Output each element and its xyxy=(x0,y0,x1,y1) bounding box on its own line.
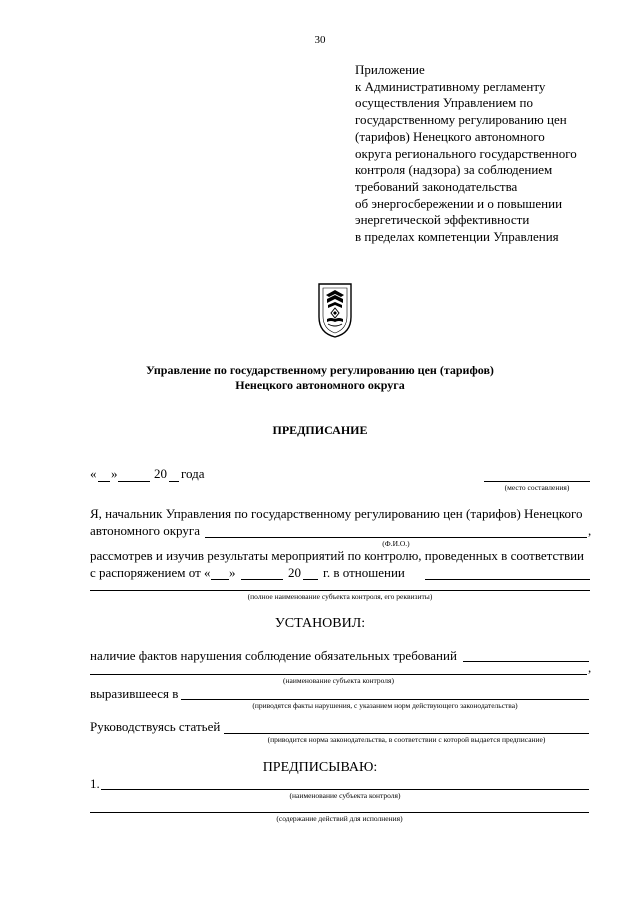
date-day-field[interactable] xyxy=(98,481,110,482)
appendix-note xyxy=(355,62,577,246)
place-caption: (место составления) xyxy=(504,483,570,492)
appendix-line: контроля (надзора) за соблюдением xyxy=(355,162,553,178)
item-number: 1. xyxy=(90,776,100,791)
guided-label: Руководствуясь статьей xyxy=(90,719,221,734)
order-day-field[interactable] xyxy=(211,579,229,580)
expressed-label: выразившееся в xyxy=(90,686,179,701)
date-close-quote: » xyxy=(111,466,118,481)
place-field[interactable] xyxy=(484,481,590,482)
review-order-close-quote: » xyxy=(229,565,236,580)
intro-line1: Я, начальник Управления по государственному регулированию цен (тарифов) Ненецкого xyxy=(90,506,583,521)
order-month-field[interactable] xyxy=(241,579,283,580)
norm-field[interactable] xyxy=(224,733,589,734)
date-month-field[interactable] xyxy=(118,481,150,482)
violation-subject-field[interactable] xyxy=(90,674,587,675)
coat-of-arms-emblem-icon xyxy=(316,281,354,339)
appendix-line: к Административному регламенту xyxy=(355,78,546,94)
prescribe-heading: ПРЕДПИСЫВАЮ: xyxy=(262,760,378,775)
violation-comma: , xyxy=(588,660,592,675)
appendix-line: осуществления Управлением по xyxy=(355,95,533,111)
organization-name-line2: Ненецкого автономного округа xyxy=(235,378,405,392)
violation-field-inline[interactable] xyxy=(463,661,589,662)
actions-caption: (содержание действий для исполнения) xyxy=(276,814,403,823)
subject-field-inline[interactable] xyxy=(425,579,590,580)
subject-name-caption: (наименование субъекта контроля) xyxy=(282,676,395,685)
norm-caption: (приводится норма законодательства, в соответствии с которой выдается предписание) xyxy=(267,735,546,744)
subject-field[interactable] xyxy=(90,590,590,591)
item-subject-field[interactable] xyxy=(101,789,589,790)
date-suffix: года xyxy=(181,466,205,481)
appendix-line: в пределах компетенции Управления xyxy=(355,229,559,245)
organization-name-line1: Управление по государственному регулированию цен (тарифов) xyxy=(146,363,494,377)
appendix-line: об энергосбережении и о повышении xyxy=(355,195,563,211)
appendix-line: (тарифов) Ненецкого автономного xyxy=(355,128,545,144)
date-open-quote: « xyxy=(90,466,97,481)
violation-line: наличие фактов нарушения соблюдение обязательных требований xyxy=(90,648,457,663)
appendix-line: энергетической эффективности xyxy=(355,212,530,228)
review-order-suffix: г. в отношении xyxy=(323,565,405,580)
date-year-prefix: 20 xyxy=(154,466,167,481)
review-order-year: 20 xyxy=(288,565,301,580)
actions-field[interactable] xyxy=(90,812,589,813)
item-subject-caption: (наименование субъекта контроля) xyxy=(289,791,401,800)
intro-line2: автономного округа xyxy=(90,523,200,538)
review-order-prefix: с распоряжением от « xyxy=(90,565,211,580)
fio-field[interactable] xyxy=(205,537,587,538)
expressed-field[interactable] xyxy=(181,699,589,700)
date-year-field[interactable] xyxy=(169,481,179,482)
appendix-line: округа регионального государственного xyxy=(355,145,577,161)
appendix-line: Приложение xyxy=(355,62,425,77)
established-heading: УСТАНОВИЛ: xyxy=(274,616,366,631)
subject-caption: (полное наименование субъекта контроля, его реквизиты) xyxy=(247,592,433,601)
order-year-field[interactable] xyxy=(303,579,318,580)
intro-comma: , xyxy=(588,523,592,538)
page-number: 30 xyxy=(314,34,326,46)
facts-caption: (приводятся факты нарушения, с указанием норм действующего законодательства) xyxy=(252,701,518,710)
document-title: ПРЕДПИСАНИЕ xyxy=(272,423,368,437)
appendix-line: государственному регулированию цен xyxy=(355,112,567,128)
appendix-line: требований законодательства xyxy=(355,178,518,194)
review-line1: рассмотрев и изучив результаты мероприятий по контролю, проведенных в соответствии xyxy=(90,548,585,563)
fio-caption: (Ф.И.О.) xyxy=(382,539,410,548)
